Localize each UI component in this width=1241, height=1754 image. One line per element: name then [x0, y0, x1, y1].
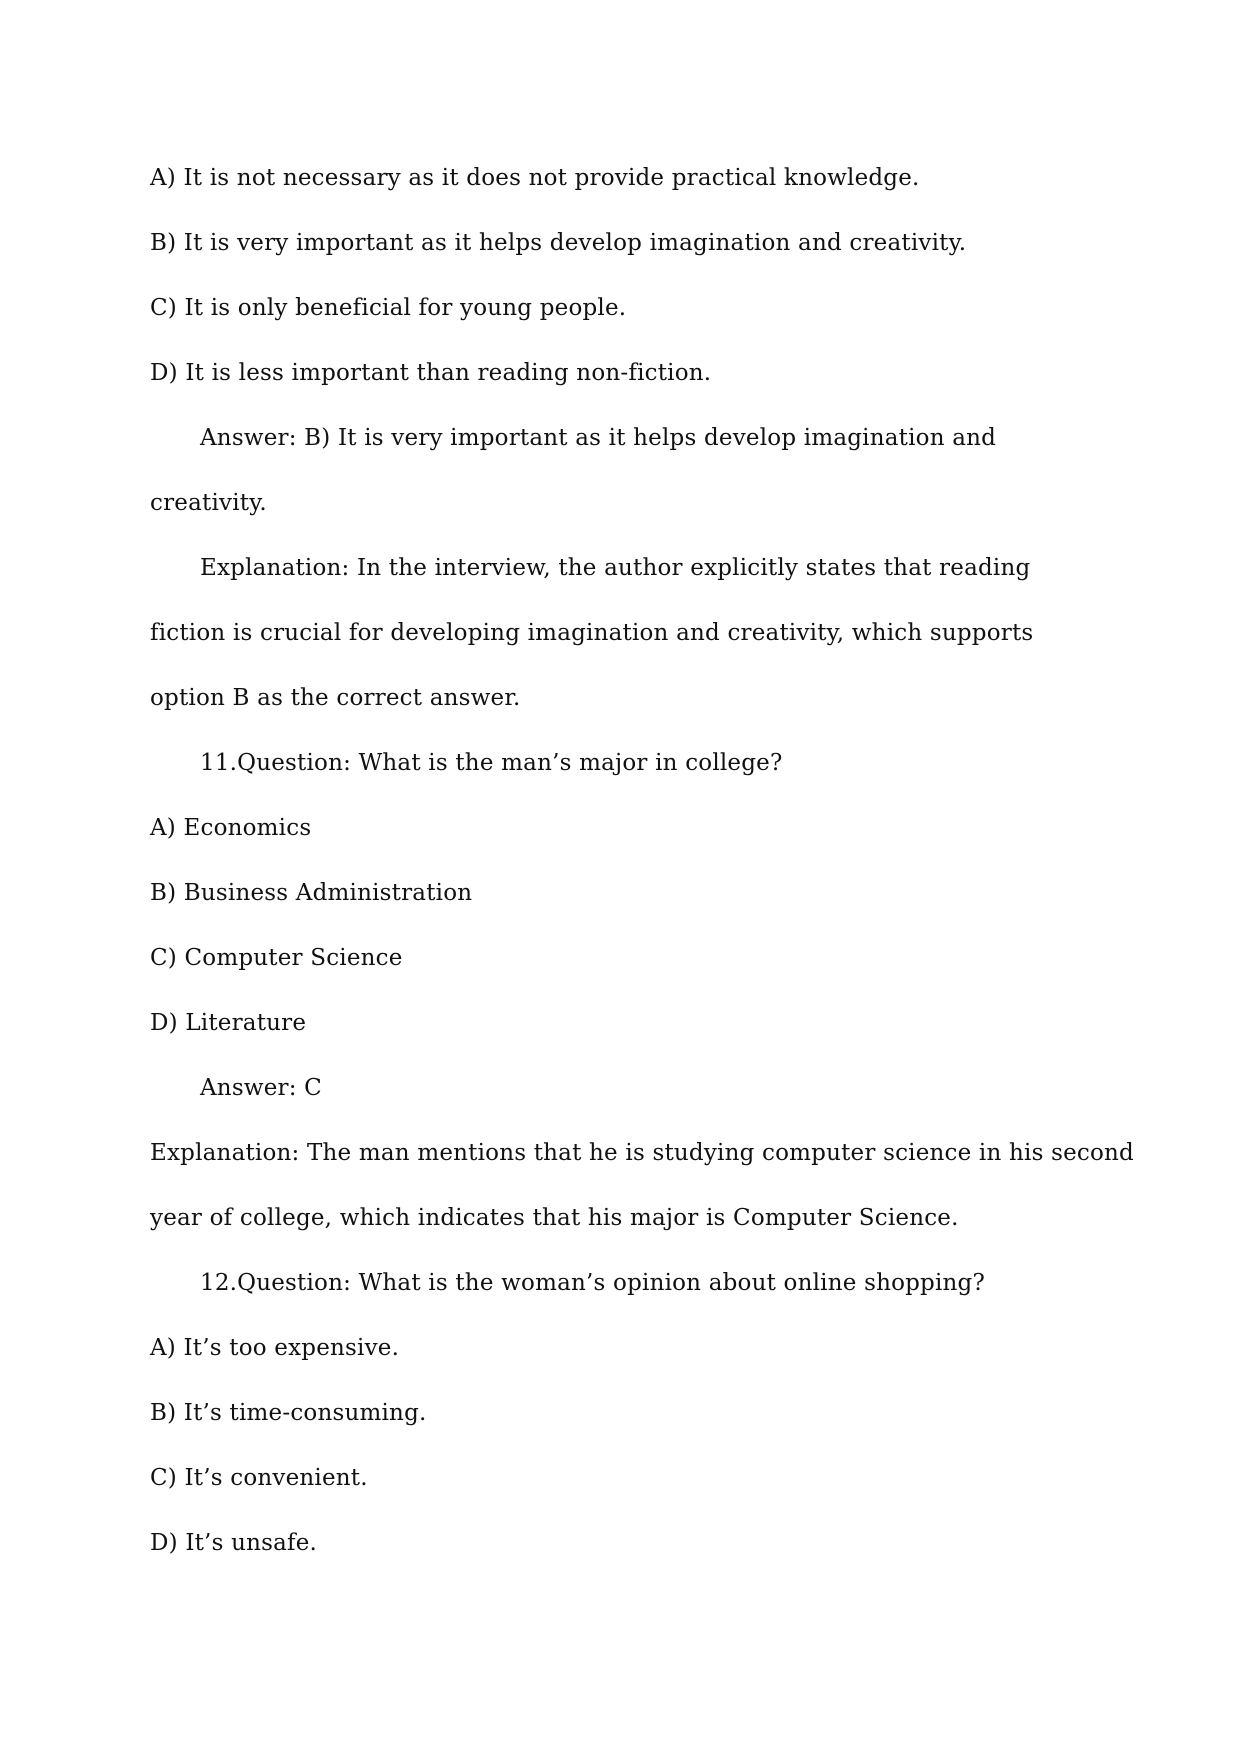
question-text: 12.Question: What is the woman’s opinion about online shopping? — [200, 1270, 985, 1296]
option-c: C) It’s convenient. — [150, 1465, 368, 1491]
question-text: 11.Question: What is the man’s major in college? — [200, 750, 783, 776]
option-c: C) Computer Science — [150, 945, 403, 971]
document-page — [150, 146, 1134, 1576]
answer-line-2: creativity. — [150, 490, 267, 516]
option-d: D) It is less important than reading non-fiction. — [150, 360, 712, 386]
question-12-section — [150, 1251, 1095, 1576]
answer-line-1: Answer: B) It is very important as it helps develop imagination and — [200, 425, 997, 451]
explanation-line-1: Explanation: The man mentions that he is studying computer science in his second — [150, 1140, 1134, 1166]
option-a: A) Economics — [150, 815, 312, 841]
option-d: D) It’s unsafe. — [150, 1530, 318, 1556]
answer-text: Answer: C — [200, 1075, 322, 1101]
option-d: D) Literature — [150, 1010, 307, 1036]
explanation-line-2: fiction is crucial for developing imagination and creativity, which supports — [150, 620, 1034, 646]
option-b: B) Business Administration — [150, 880, 473, 906]
explanation-line-2: year of college, which indicates that his major is Computer Science. — [150, 1205, 959, 1231]
option-b: B) It’s time-consuming. — [150, 1400, 427, 1426]
option-c: C) It is only beneficial for young people. — [150, 295, 627, 321]
option-a: A) It is not necessary as it does not provide practical knowledge. — [150, 165, 920, 191]
option-b: B) It is very important as it helps develop imagination and creativity. — [150, 230, 967, 256]
option-a: A) It’s too expensive. — [150, 1335, 400, 1361]
question-11-section — [150, 731, 1134, 1251]
question-10-section — [150, 146, 1095, 731]
explanation-line-3: option B as the correct answer. — [150, 685, 521, 711]
explanation-line-1: Explanation: In the interview, the author explicitly states that reading — [200, 555, 1031, 581]
